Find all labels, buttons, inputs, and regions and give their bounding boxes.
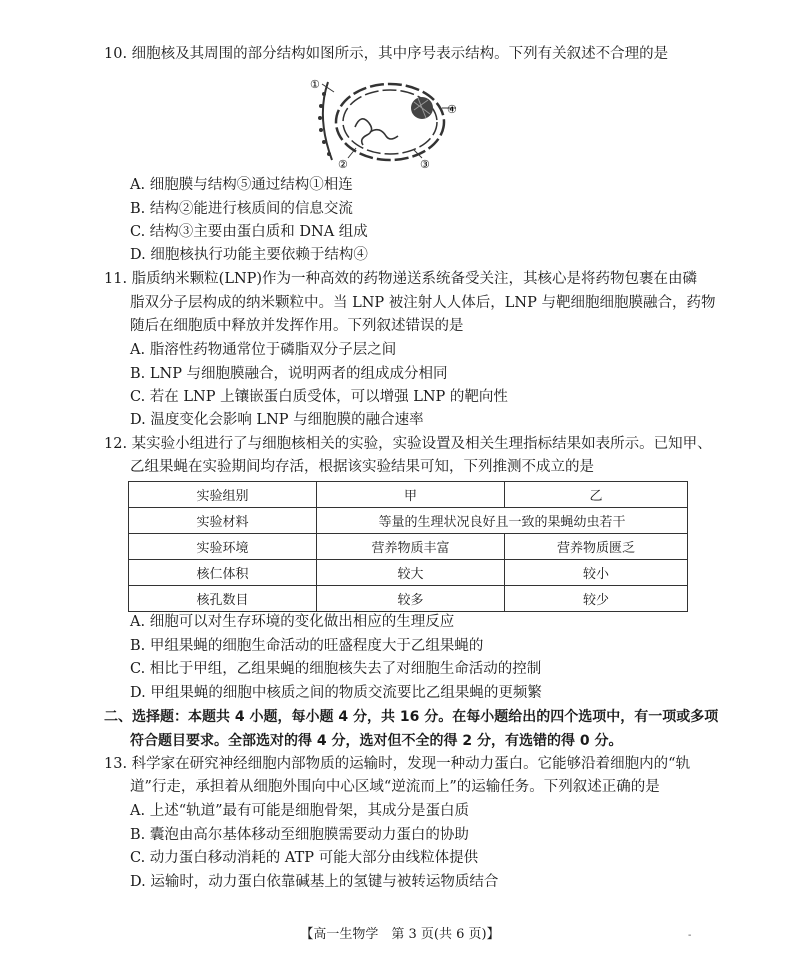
q10-stem: 10. 细胞核及其周围的部分结构如图所示，其中序号表示结构。下列有关叙述不合理的是 xyxy=(104,46,669,62)
table-cell: 等量的生理状况良好且一致的果蝇幼虫若干 xyxy=(317,508,688,534)
cell-nucleus-diagram xyxy=(310,72,460,170)
q13-option-c: C. 动力蛋白移动消耗的 ATP 可能大部分由线粒体提供 xyxy=(130,850,479,866)
q11-option-d: D. 温度变化会影响 LNP 与细胞膜的融合速率 xyxy=(130,412,424,428)
table-cell: 实验材料 xyxy=(129,508,317,534)
q13-option-a: A. 上述“轨道”最有可能是细胞骨架，其成分是蛋白质 xyxy=(130,803,470,819)
table-cell: 实验组别 xyxy=(129,482,317,508)
table-row xyxy=(129,482,688,508)
table-row xyxy=(129,586,688,612)
table-row xyxy=(129,508,688,534)
q13-option-b: B. 囊泡由高尔基体移动至细胞膜需要动力蛋白的协助 xyxy=(130,827,469,843)
q11-option-a: A. 脂溶性药物通常位于磷脂双分子层之间 xyxy=(130,342,397,358)
q12-stem-line2: 乙组果蝇在实验期间均存活，根据该实验结果可知，下列推测不成立的是 xyxy=(130,459,594,475)
q12-option-d: D. 甲组果蝇的细胞中核质之间的物质交流要比乙组果蝇的更频繁 xyxy=(130,685,542,701)
table-cell: 较少 xyxy=(505,586,688,612)
q10-option-b: B. 结构②能进行核质间的信息交流 xyxy=(130,201,353,217)
q10-option-c: C. 结构③主要由蛋白质和 DNA 组成 xyxy=(130,224,368,240)
q11-option-c: C. 若在 LNP 上镶嵌蛋白质受体，可以增强 LNP 的靶向性 xyxy=(130,389,508,405)
q12-option-b: B. 甲组果蝇的细胞生命活动的旺盛程度大于乙组果蝇的 xyxy=(130,638,484,654)
corner-mark: - xyxy=(688,930,692,941)
q12-option-a: A. 细胞可以对生存环境的变化做出相应的生理反应 xyxy=(130,614,455,630)
q12-option-c: C. 相比于甲组，乙组果蝇的细胞核失去了对细胞生命活动的控制 xyxy=(130,661,542,677)
table-row xyxy=(129,560,688,586)
q10-option-a: A. 细胞膜与结构⑤通过结构①相连 xyxy=(130,177,353,193)
q11-stem-line1: 11. 脂质纳米颗粒(LNP)作为一种高效的药物递送系统备受关注，其核心是将药物包裹在由磷 xyxy=(104,271,698,287)
table-row xyxy=(129,534,688,560)
table-cell: 核仁体积 xyxy=(129,560,317,586)
section-2-heading-line2: 符合题目要求。全部选对的得 4 分，选对但不全的得 2 分，有选错的得 0 分。 xyxy=(130,733,623,749)
table-cell: 核孔数目 xyxy=(129,586,317,612)
table-cell: 较多 xyxy=(317,586,505,612)
table-cell: 营养物质匮乏 xyxy=(505,534,688,560)
table-cell: 甲 xyxy=(317,482,505,508)
q11-option-b: B. LNP 与细胞膜融合，说明两者的组成成分相同 xyxy=(130,366,448,382)
table-cell: 实验环境 xyxy=(129,534,317,560)
q13-stem-line2: 道”行走，承担着从细胞外围向中心区域“逆流而上”的运输任务。下列叙述正确的是 xyxy=(130,779,660,795)
label-1: ① xyxy=(310,78,320,91)
q12-stem-line1: 12. 某实验小组进行了与细胞核相关的实验，实验设置及相关生理指标结果如表所示。已知甲、 xyxy=(104,436,712,452)
page-footer: 【高一生物学 第 3 页(共 6 页)】 xyxy=(300,927,500,942)
nuclear-envelope-outer xyxy=(336,84,444,160)
label-3: ③ xyxy=(420,158,430,170)
q11-stem-line3: 随后在细胞质中释放并发挥作用。下列叙述错误的是 xyxy=(130,318,464,334)
table-cell: 较大 xyxy=(317,560,505,586)
table-cell: 乙 xyxy=(505,482,688,508)
label-2: ② xyxy=(338,158,348,170)
experiment-table xyxy=(128,481,688,612)
q11-stem-line2: 脂双分子层构成的纳米颗粒中。当 LNP 被注射人人体后，LNP 与靶细胞细胞膜融合，药物 xyxy=(130,295,716,311)
chromatin-structure xyxy=(355,119,398,145)
q13-option-d: D. 运输时，动力蛋白依靠碱基上的氢键与被转运物质结合 xyxy=(130,874,499,890)
q13-stem-line1: 13. 科学家在研究神经细胞内部物质的运输时，发现一种动力蛋白。它能够沿着细胞内的“轨 xyxy=(104,756,691,772)
q10-option-d: D. 细胞核执行功能主要依赖于结构④ xyxy=(130,247,368,263)
table-cell: 营养物质丰富 xyxy=(317,534,505,560)
table-cell: 较小 xyxy=(505,560,688,586)
section-2-heading-line1: 二、选择题：本题共 4 小题，每小题 4 分，共 16 分。在每小题给出的四个选项中，有一项或多项 xyxy=(104,709,719,725)
label-4: ④ xyxy=(447,103,457,116)
